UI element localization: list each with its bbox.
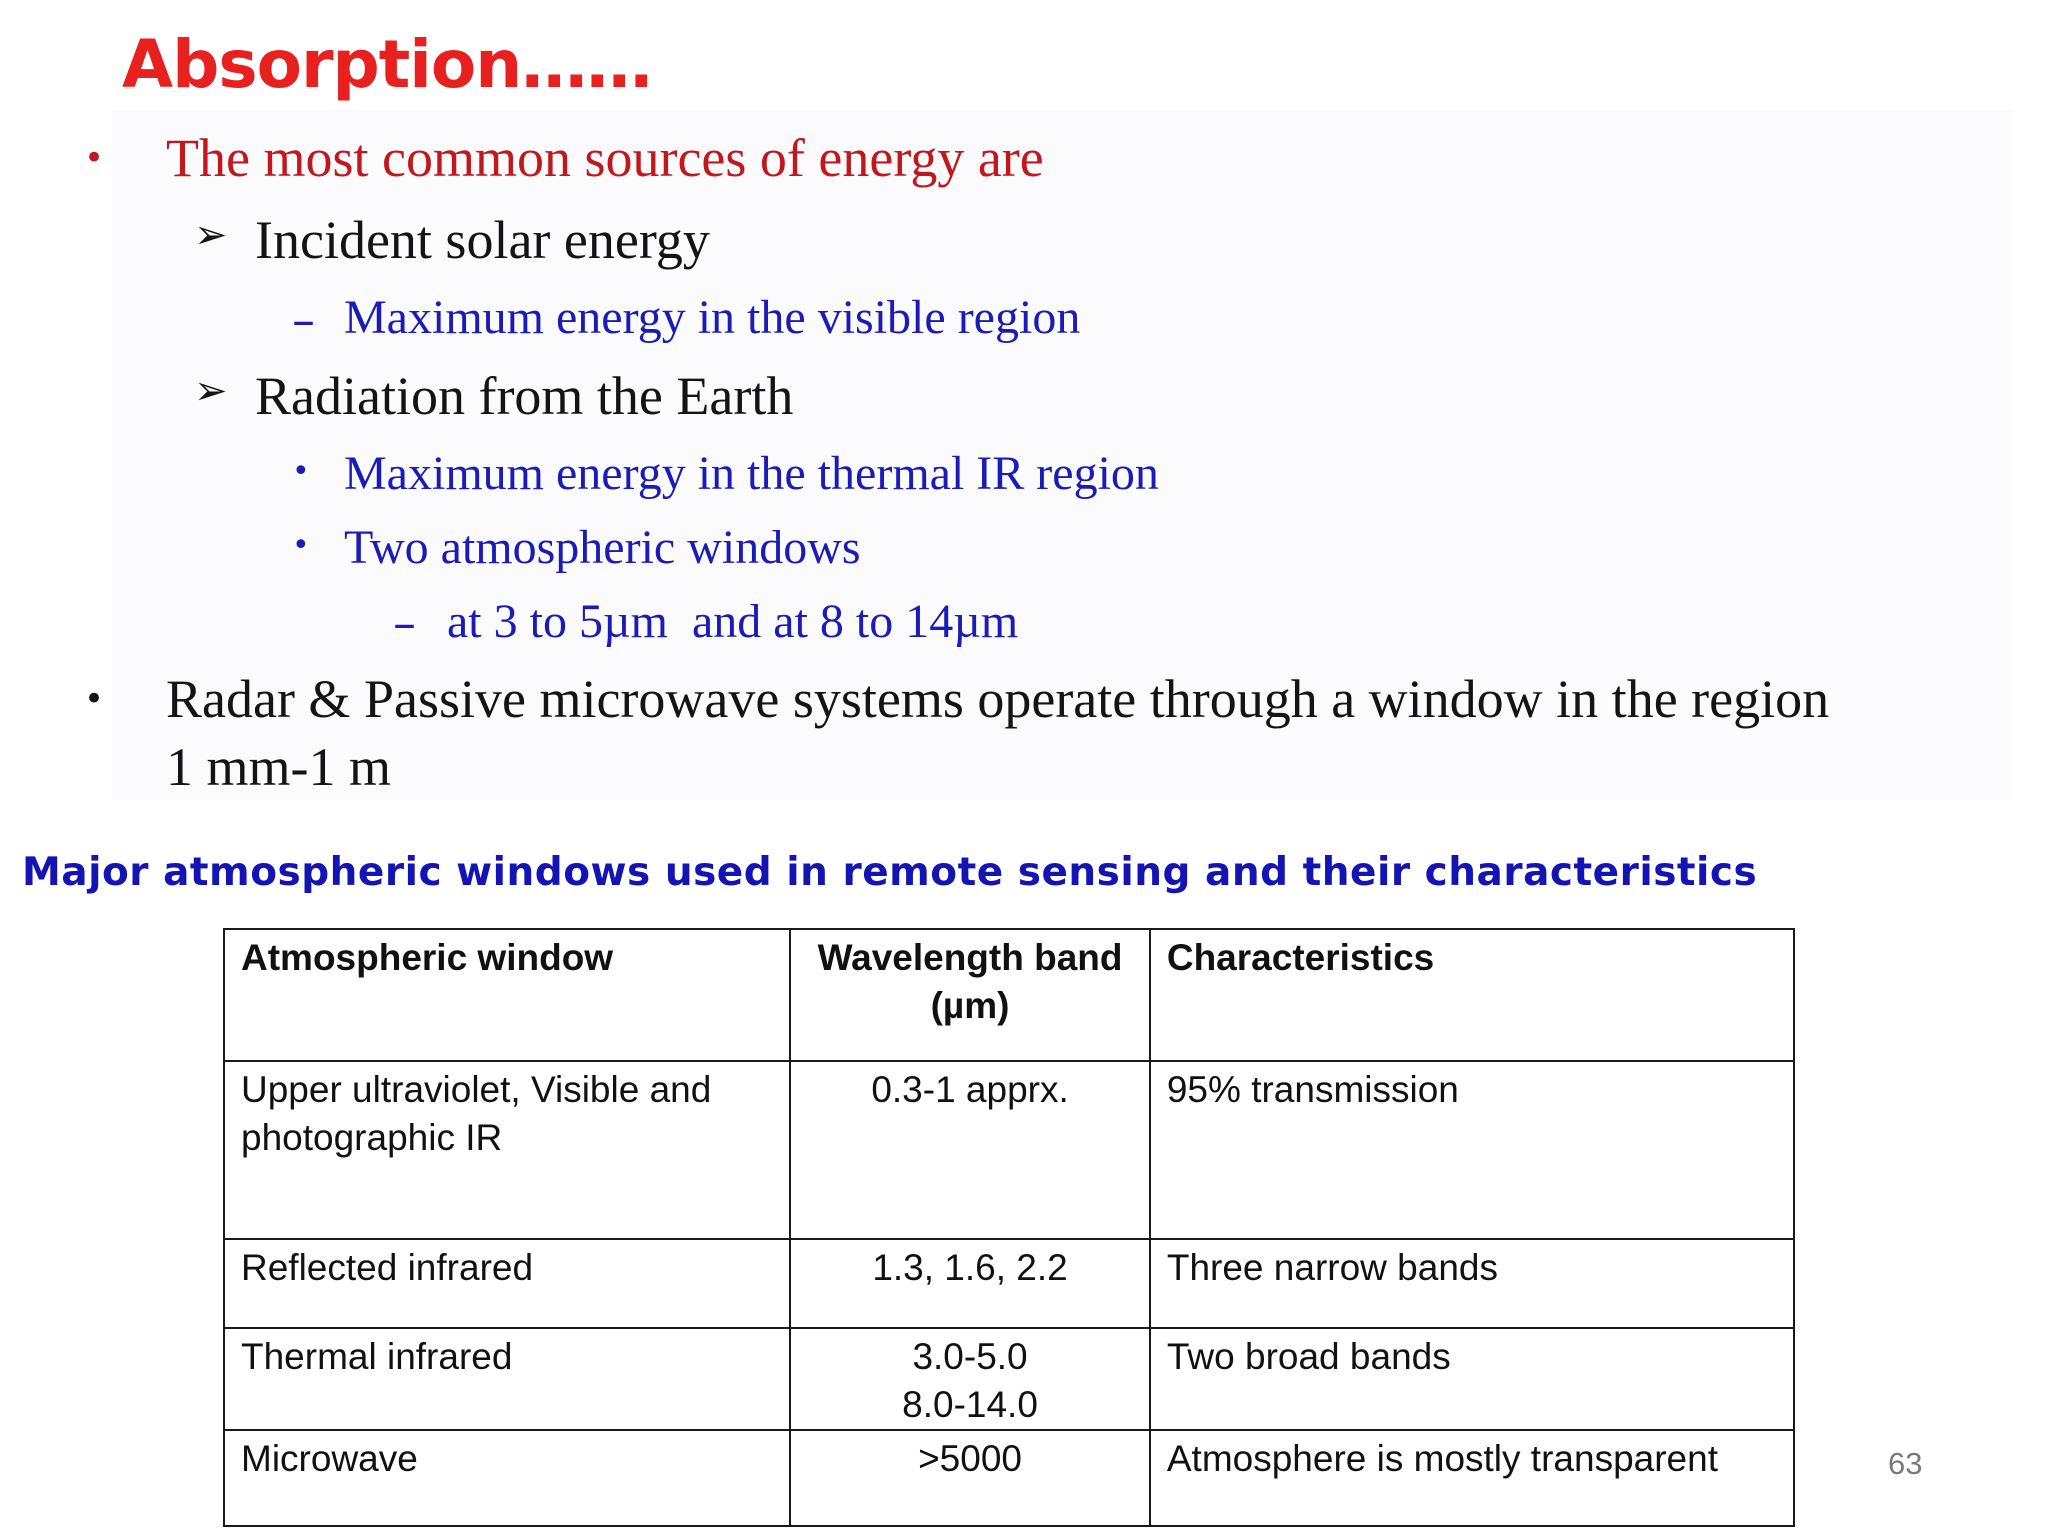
table-cell-window: Upper ultraviolet, Visible and photographic IR <box>224 1061 790 1239</box>
slide-title: Absorption…… <box>122 26 652 103</box>
table-header-cell: Characteristics <box>1150 929 1794 1061</box>
bullet-dot-icon: • <box>292 528 310 563</box>
table-cell-characteristics: Two broad bands <box>1150 1328 1794 1430</box>
table-row <box>224 1328 1794 1430</box>
bullet-dot-icon: • <box>84 138 105 178</box>
table-cell-window: Thermal infrared <box>224 1328 790 1430</box>
table-heading: Major atmospheric windows used in remote sensing and their characteristics <box>22 850 1758 895</box>
bullet-earth-radiation: Radiation from the Earth <box>255 366 794 426</box>
arrow-bullet-icon: ➢ <box>194 212 228 258</box>
table-cell-characteristics: Three narrow bands <box>1150 1239 1794 1328</box>
table-cell-window: Microwave <box>224 1430 790 1526</box>
bullet-window-ranges: at 3 to 5µm and at 8 to 14µm <box>447 595 1019 648</box>
table-header-row <box>224 929 1794 1061</box>
bullet-radar-microwave-line2: 1 mm-1 m <box>166 737 391 797</box>
table-row <box>224 1061 1794 1239</box>
bullet-thermal-ir: Maximum energy in the thermal IR region <box>344 447 1159 500</box>
table-cell-band: >5000 <box>790 1430 1150 1526</box>
table-header-cell: Atmospheric window <box>224 929 790 1061</box>
dash-bullet-icon: – <box>393 596 416 650</box>
bullet-dot-icon: • <box>292 454 310 489</box>
table-row <box>224 1430 1794 1526</box>
table-cell-band <box>790 1328 1150 1430</box>
band-line: 8.0-14.0 <box>902 1384 1038 1425</box>
arrow-bullet-icon: ➢ <box>194 368 228 414</box>
table-row <box>224 1239 1794 1328</box>
atmospheric-windows-table <box>223 928 1795 1527</box>
table-cell-characteristics: Atmosphere is mostly transparent <box>1150 1430 1794 1526</box>
table-cell-characteristics: 95% transmission <box>1150 1061 1794 1239</box>
table-cell-band: 0.3-1 apprx. <box>790 1061 1150 1239</box>
bullet-radar-microwave-line1: Radar & Passive microwave systems operate through a window in the region <box>166 669 1830 729</box>
table-cell-band: 1.3, 1.6, 2.2 <box>790 1239 1150 1328</box>
band-line: 3.0-5.0 <box>912 1336 1028 1377</box>
page-number: 63 <box>1888 1446 1923 1481</box>
table-cell-window: Reflected infrared <box>224 1239 790 1328</box>
dash-bullet-icon: – <box>292 293 315 347</box>
table-header-cell: Wavelength band (µm) <box>790 929 1150 1061</box>
bullet-energy-sources: The most common sources of energy are <box>166 128 1044 188</box>
bullet-dot-icon: • <box>84 679 105 719</box>
bullet-visible-region: Maximum energy in the visible region <box>344 291 1081 344</box>
bullet-two-windows: Two atmospheric windows <box>344 521 861 574</box>
bullet-incident-solar: Incident solar energy <box>255 210 710 270</box>
